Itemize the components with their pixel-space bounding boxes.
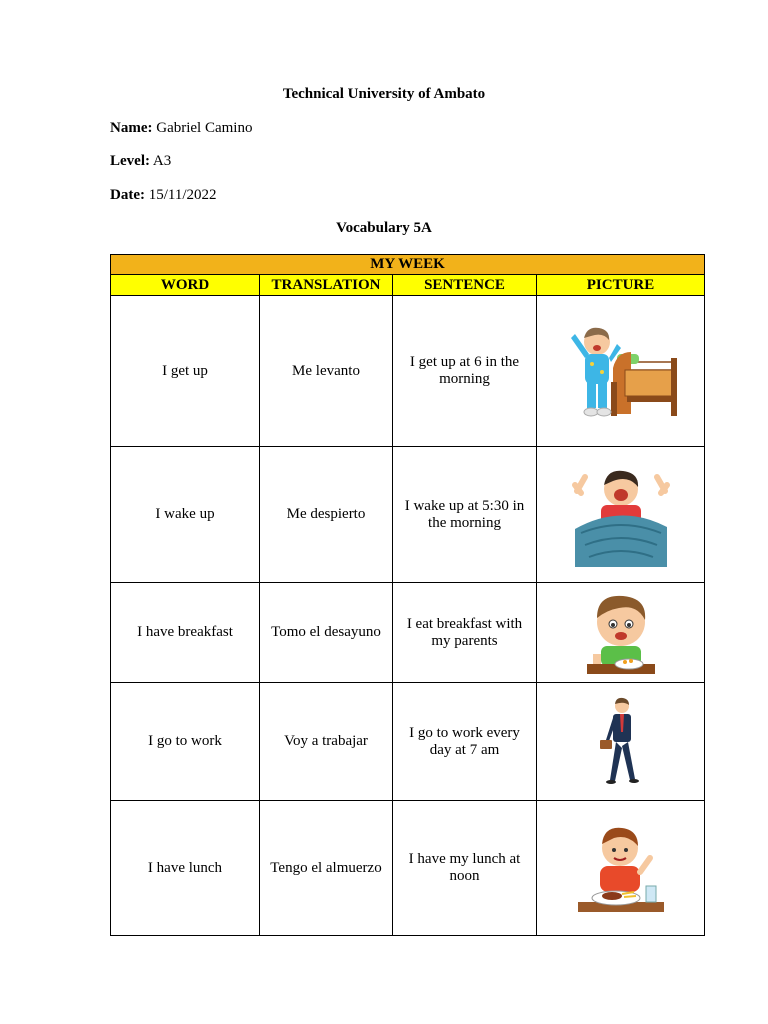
date-value: 15/11/2022: [148, 187, 217, 203]
name-field: [110, 120, 252, 137]
document-title: Technical University of Ambato: [282, 86, 486, 102]
date-field: [110, 187, 217, 204]
boy-getting-out-of-bed-icon: [565, 322, 677, 420]
word-cell: I wake up: [111, 447, 260, 583]
table-row: [111, 296, 705, 447]
boy-waking-in-bed-icon: [571, 463, 671, 567]
boy-eating-lunch-icon: [576, 822, 666, 914]
sentence-cell: I go to work every day at 7 am: [393, 683, 537, 801]
word-cell: I go to work: [111, 683, 260, 801]
picture-cell: [537, 583, 705, 683]
table-row: [111, 447, 705, 583]
word-cell: I have breakfast: [111, 583, 260, 683]
table-row: [111, 583, 705, 683]
name-value: Gabriel Camino: [156, 120, 253, 136]
translation-cell: Me levanto: [260, 296, 393, 447]
level-value: A3: [152, 153, 172, 169]
translation-cell: Tomo el desayuno: [260, 583, 393, 683]
header-translation: TRANSLATION: [260, 275, 393, 296]
translation-cell: Voy a trabajar: [260, 683, 393, 801]
man-walking-to-work-icon: [596, 696, 646, 788]
boy-eating-breakfast-icon: [583, 588, 659, 678]
sentence-cell: I get up at 6 in the morning: [393, 296, 537, 447]
level-label: Level:: [110, 153, 150, 169]
table-row: [111, 801, 705, 936]
picture-cell: [537, 447, 705, 583]
word-cell: I have lunch: [111, 801, 260, 936]
name-label: Name:: [110, 120, 153, 136]
picture-cell: [537, 296, 705, 447]
picture-cell: [537, 801, 705, 936]
sentence-cell: I wake up at 5:30 in the morning: [393, 447, 537, 583]
translation-cell: Me despierto: [260, 447, 393, 583]
sentence-cell: I eat breakfast with my parents: [393, 583, 537, 683]
vocabulary-table: [110, 254, 705, 936]
translation-cell: Tengo el almuerzo: [260, 801, 393, 936]
picture-cell: [537, 683, 705, 801]
header-picture: PICTURE: [537, 275, 705, 296]
section-title: Vocabulary 5A: [336, 220, 432, 236]
table-caption: MY WEEK: [111, 255, 705, 275]
word-cell: I get up: [111, 296, 260, 447]
header-sentence: SENTENCE: [393, 275, 537, 296]
table-row: [111, 683, 705, 801]
sentence-cell: I have my lunch at noon: [393, 801, 537, 936]
header-word: WORD: [111, 275, 260, 296]
date-label: Date:: [110, 187, 145, 203]
level-field: [110, 153, 171, 170]
